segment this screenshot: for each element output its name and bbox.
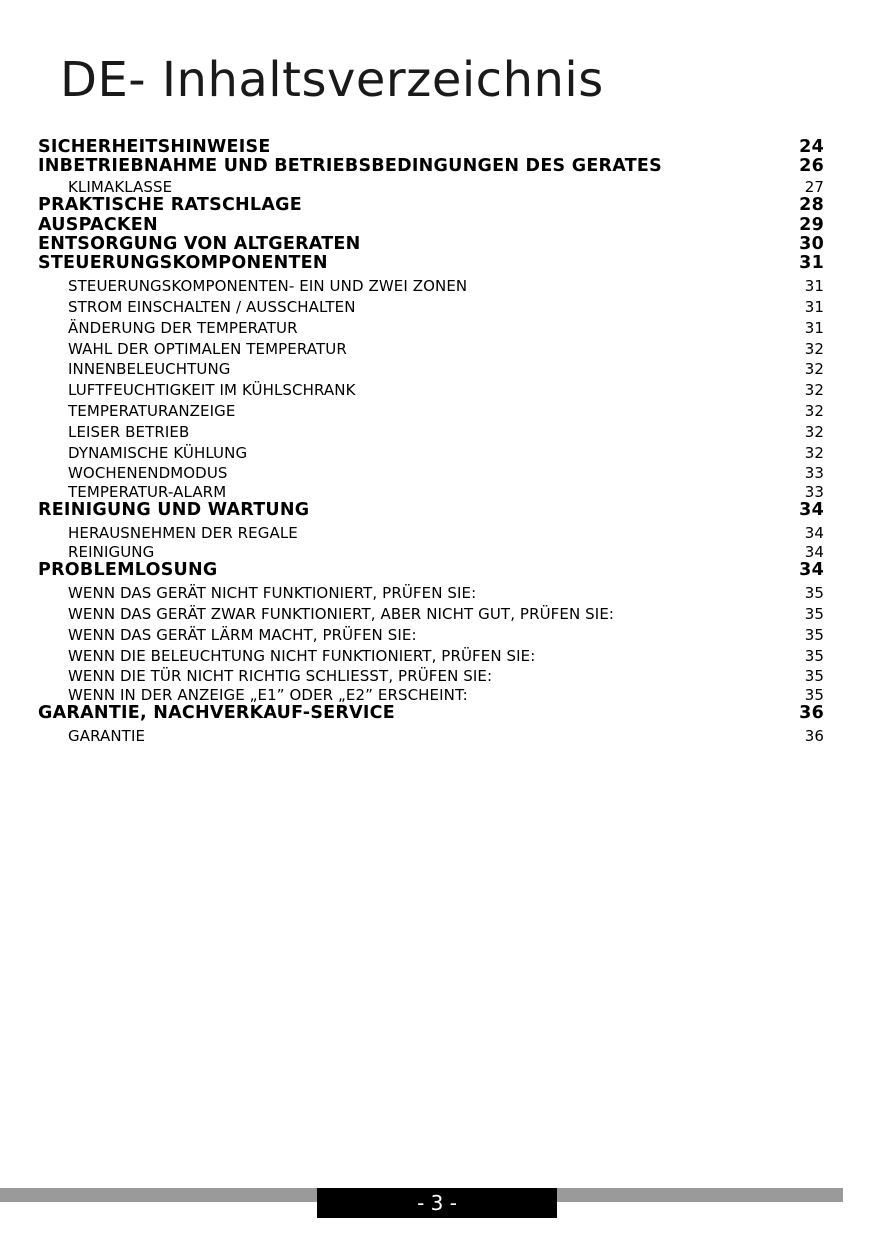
toc-entry-page-number: 32 bbox=[804, 339, 824, 358]
toc-entry-label: INBETRIEBNAHME UND BETRIEBSBEDINGUNGEN DES GERÄTES bbox=[38, 157, 662, 177]
toc-entry-page-number: 32 bbox=[804, 443, 824, 462]
toc-subsection-entry[interactable] bbox=[38, 179, 824, 196]
toc-subsection-entry[interactable] bbox=[38, 484, 824, 501]
toc-subsection-entry[interactable] bbox=[38, 625, 824, 646]
toc-subsection-entry[interactable] bbox=[38, 380, 824, 401]
toc-subsection-entry[interactable] bbox=[38, 443, 824, 464]
toc-entry-label: AUSPACKEN bbox=[38, 215, 158, 235]
toc-entry-label: WENN DAS GERÄT LÄRM MACHT, PRÜFEN SIE: bbox=[68, 625, 417, 644]
toc-entry-label: GARANTIE, NACHVERKAUF-SERVICE bbox=[38, 704, 395, 724]
toc-entry-page-number: 31 bbox=[804, 277, 824, 296]
toc-entry-page-number: 32 bbox=[804, 401, 824, 420]
toc-entry-label: LEISER BETRIEB bbox=[68, 422, 190, 441]
toc-subsection-entry[interactable] bbox=[38, 401, 824, 422]
toc-entry-page-number: 35 bbox=[804, 584, 824, 603]
toc-entry-page-number: 34 bbox=[799, 500, 824, 521]
toc-entry-page-number: 36 bbox=[804, 727, 824, 746]
toc-entry-label: SICHERHEITSHINWEISE bbox=[38, 138, 271, 157]
toc-section-entry[interactable] bbox=[38, 157, 824, 176]
toc-subsection-entry[interactable] bbox=[38, 463, 824, 484]
toc-entry-label: ÄNDERUNG DER TEMPERATUR bbox=[68, 318, 298, 337]
toc-entry-label: STEUERUNGSKOMPONENTEN bbox=[38, 253, 328, 273]
toc-entry-page-number: 28 bbox=[799, 195, 824, 216]
toc-entry-label: LUFTFEUCHTIGKEIT IM KÜHLSCHRANK bbox=[68, 381, 356, 400]
toc-section-entry[interactable] bbox=[38, 138, 824, 157]
toc-entry-page-number: 32 bbox=[804, 422, 824, 441]
toc-entry-label: REINIGUNG UND WARTUNG bbox=[38, 501, 310, 521]
toc-entry-page-number: 35 bbox=[804, 625, 824, 644]
toc-subsection-entry[interactable] bbox=[38, 359, 824, 380]
toc-entry-page-number: 36 bbox=[799, 703, 824, 724]
toc-section-entry[interactable] bbox=[38, 254, 824, 273]
toc-subsection-entry[interactable] bbox=[38, 523, 824, 544]
toc-subsection-entry[interactable] bbox=[38, 318, 824, 339]
toc-entry-page-number: 33 bbox=[804, 483, 824, 502]
toc-entry-label: WENN DIE BELEUCHTUNG NICHT FUNKTIONIERT, PRÜFEN SIE: bbox=[68, 646, 536, 665]
toc-entry-label: INNENBELEUCHTUNG bbox=[68, 360, 231, 379]
toc-section-entry[interactable] bbox=[38, 235, 824, 254]
toc-section-entry[interactable] bbox=[38, 704, 824, 723]
toc-entry-page-number: 31 bbox=[804, 318, 824, 337]
toc-entry-page-number: 35 bbox=[804, 605, 824, 624]
toc-entry-label: STEUERUNGSKOMPONENTEN- EIN UND ZWEI ZONEN bbox=[68, 277, 468, 296]
toc-subsection-entry[interactable] bbox=[38, 276, 824, 297]
page-title: DE- Inhaltsverzeichnis bbox=[60, 52, 604, 108]
toc-entry-label: WENN IN DER ANZEIGE „E1” ODER „E2” ERSCHEINT: bbox=[68, 687, 468, 705]
toc-entry-label: WOCHENENDMODUS bbox=[68, 464, 228, 483]
toc-subsection-entry[interactable] bbox=[38, 297, 824, 318]
toc-entry-label: DYNAMISCHE KÜHLUNG bbox=[68, 443, 248, 462]
toc-entry-page-number: 35 bbox=[804, 686, 824, 705]
toc-subsection-entry[interactable] bbox=[38, 687, 824, 704]
toc-entry-label: WENN DAS GERÄT NICHT FUNKTIONIERT, PRÜFEN SIE: bbox=[68, 584, 477, 603]
toc-entry-page-number: 31 bbox=[804, 297, 824, 316]
page-number: - 3 - bbox=[317, 1188, 557, 1218]
toc-entry-page-number: 31 bbox=[799, 252, 824, 273]
toc-entry-page-number: 33 bbox=[804, 464, 824, 483]
toc-entry-label: WAHL DER OPTIMALEN TEMPERATUR bbox=[68, 339, 347, 358]
toc-subsection-entry[interactable] bbox=[38, 422, 824, 443]
toc-entry-page-number: 26 bbox=[799, 156, 824, 177]
toc-entry-page-number: 32 bbox=[804, 360, 824, 379]
toc-entry-page-number: 32 bbox=[804, 381, 824, 400]
toc-entry-page-number: 35 bbox=[804, 667, 824, 686]
toc-entry-page-number: 34 bbox=[804, 524, 824, 543]
toc-entry-label: WENN DIE TÜR NICHT RICHTIG SCHLIESST, PRÜFEN SIE: bbox=[68, 667, 493, 686]
toc-subsection-entry[interactable] bbox=[38, 726, 824, 747]
toc-entry-label: HERAUSNEHMEN DER REGALE bbox=[68, 524, 298, 543]
toc-subsection-entry[interactable] bbox=[38, 646, 824, 667]
toc-section-entry[interactable] bbox=[38, 196, 824, 215]
toc-subsection-entry[interactable] bbox=[38, 339, 824, 360]
table-of-contents bbox=[38, 138, 824, 747]
toc-subsection-entry[interactable] bbox=[38, 604, 824, 625]
toc-entry-page-number: 27 bbox=[804, 178, 824, 197]
toc-entry-page-number: 29 bbox=[799, 214, 824, 235]
toc-entry-page-number: 35 bbox=[804, 646, 824, 665]
toc-entry-label: REINIGUNG bbox=[68, 544, 155, 562]
toc-entry-page-number: 24 bbox=[799, 137, 824, 157]
toc-entry-label: KLIMAKLASSE bbox=[68, 179, 173, 197]
toc-entry-label: GARANTIE bbox=[68, 727, 146, 746]
toc-section-entry[interactable] bbox=[38, 501, 824, 520]
toc-entry-label: ENTSORGUNG VON ALTGERÄTEN bbox=[38, 234, 361, 254]
toc-entry-label: TEMPERATUR-ALARM bbox=[68, 484, 227, 502]
toc-subsection-entry[interactable] bbox=[38, 544, 824, 561]
toc-entry-label: WENN DAS GERÄT ZWAR FUNKTIONIERT, ABER NICHT GUT, PRÜFEN SIE: bbox=[68, 605, 615, 624]
toc-entry-label: PROBLEMLÖSUNG bbox=[38, 561, 218, 581]
toc-entry-page-number: 34 bbox=[799, 560, 824, 581]
toc-section-entry[interactable] bbox=[38, 216, 824, 235]
toc-subsection-entry[interactable] bbox=[38, 583, 824, 604]
toc-entry-page-number: 34 bbox=[804, 543, 824, 562]
toc-entry-label: PRAKTISCHE RATSCHLÄGE bbox=[38, 196, 302, 216]
toc-entry-label: TEMPERATURANZEIGE bbox=[68, 401, 236, 420]
toc-section-entry[interactable] bbox=[38, 561, 824, 580]
toc-subsection-entry[interactable] bbox=[38, 666, 824, 687]
toc-entry-label: STROM EINSCHALTEN / AUSSCHALTEN bbox=[68, 297, 356, 316]
toc-entry-page-number: 30 bbox=[799, 233, 824, 254]
